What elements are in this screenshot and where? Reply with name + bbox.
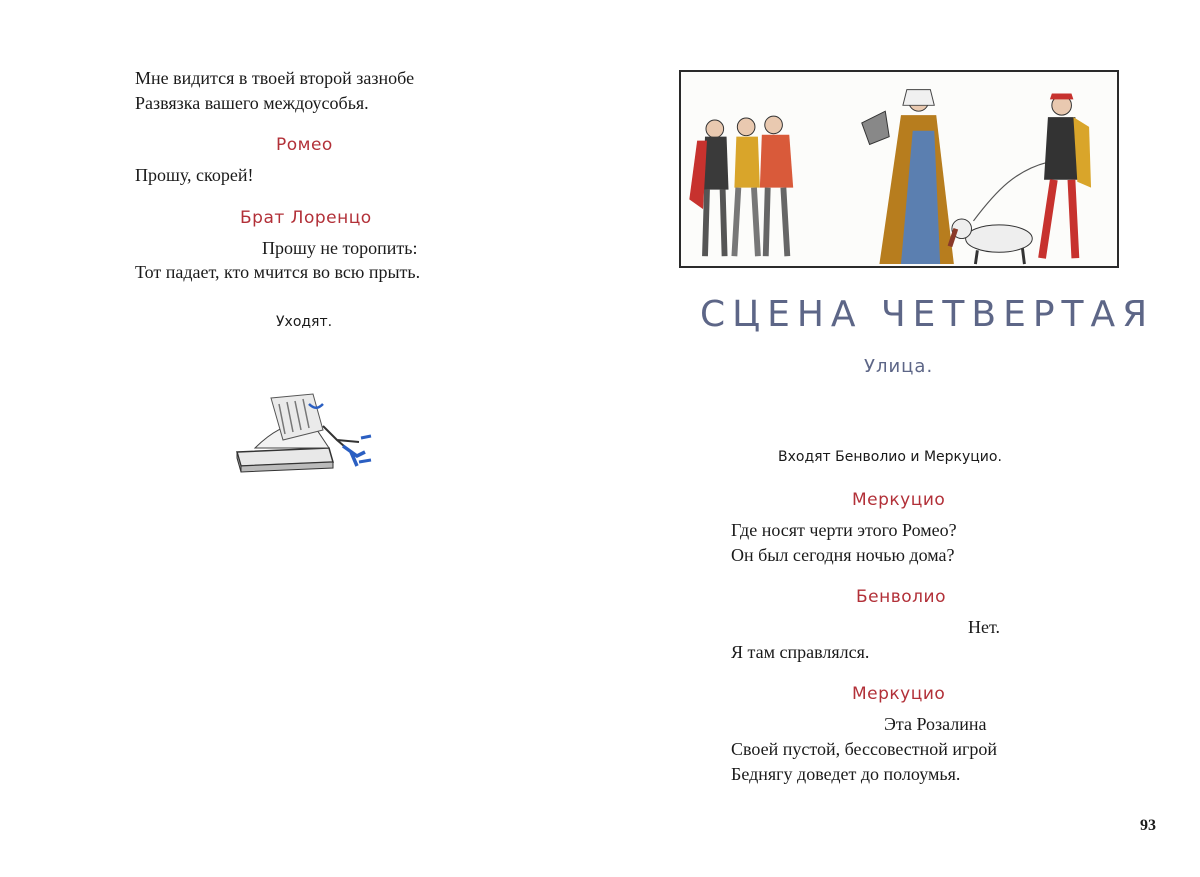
stage-direction-enter: Входят Бенволио и Меркуцио. <box>778 449 1002 465</box>
verse-line: Я там справлялся. <box>731 642 870 662</box>
speaker-mercutio: Меркуцио <box>852 684 946 704</box>
scene-location: Улица. <box>864 356 934 377</box>
book-vignette-illustration <box>233 390 393 476</box>
speaker-romeo: Ромео <box>276 135 333 155</box>
verse-line: Беднягу доведет до полоумья. <box>731 764 961 784</box>
verse-line: Прошу не торопить: <box>262 238 418 258</box>
speaker-lorenzo: Брат Лоренцо <box>240 208 372 228</box>
page-number: 93 <box>1140 817 1156 834</box>
speaker-benvolio: Бенволио <box>856 587 946 607</box>
verse-line: Прошу, скорей! <box>135 165 254 185</box>
scene-illustration-figures <box>679 70 1119 268</box>
verse-line: Он был сегодня ночью дома? <box>731 545 955 565</box>
verse-line: Тот падает, кто мчится во всю прыть. <box>135 262 421 282</box>
scene-title: СЦЕНА ЧЕТВЕРТАЯ <box>700 294 1155 335</box>
speaker-mercutio: Меркуцио <box>852 490 946 510</box>
stage-direction-exit: Уходят. <box>276 314 333 330</box>
verse-line: Развязка вашего междоусобья. <box>135 93 369 113</box>
verse-line: Нет. <box>968 617 1001 637</box>
verse-line: Своей пустой, бессовестной игрой <box>731 739 998 759</box>
verse-line: Мне видится в твоей второй зазнобе <box>135 68 415 88</box>
verse-line: Эта Розалина <box>884 714 987 734</box>
verse-line: Где носят черти этого Ромео? <box>731 520 957 540</box>
